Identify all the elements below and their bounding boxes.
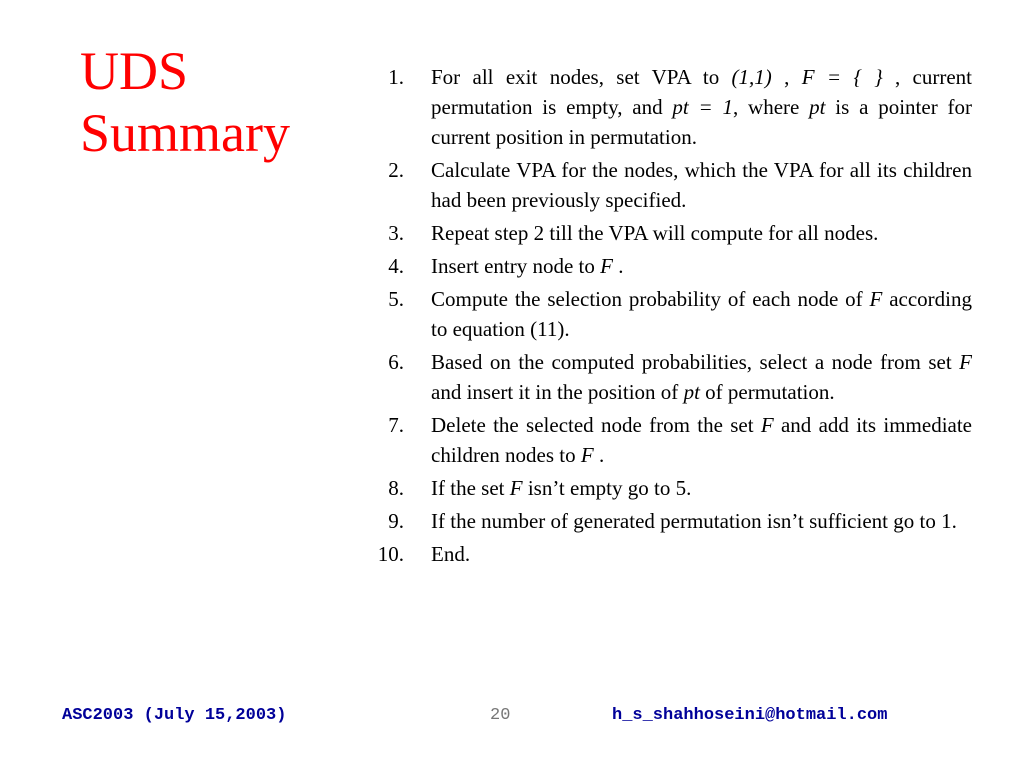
math-symbol: F [509, 476, 523, 500]
step-text-part: is a pointer for current position in permutation. [431, 95, 972, 149]
step-text [431, 506, 972, 536]
step-text-part: If the number of generated permutation isn’t sufficient go to 1. [431, 509, 957, 533]
step-text [431, 62, 972, 152]
step-text-part: Based on the computed probabilities, select a node from set [431, 350, 960, 374]
math-symbol: F [869, 287, 883, 311]
step-text-part: For all exit nodes, set VPA to [431, 65, 732, 89]
step-text-part: Compute the selection probability of each node of [431, 287, 870, 311]
footer-conference: ASC2003 (July 15,2003) [62, 706, 287, 725]
step-text-part: Insert entry node to [431, 254, 601, 278]
math-symbol: pt [809, 95, 826, 119]
step-text-part: , current permutation is empty, and [431, 65, 973, 119]
step-text-part: If the set [431, 476, 510, 500]
slide-title [80, 40, 290, 164]
step-number: 9. [388, 509, 404, 533]
step-item [368, 539, 972, 569]
step-item [368, 410, 972, 470]
math-symbol: pt = 1 [672, 95, 733, 119]
step-item [368, 155, 972, 215]
step-item [368, 218, 972, 248]
step-text-part: Delete the selected node from the set [431, 413, 761, 437]
step-text-part: , where [732, 95, 810, 119]
step-item [368, 251, 972, 281]
title-line-2: Summary [80, 103, 290, 163]
math-symbol: F [959, 350, 972, 374]
math-symbol: F [600, 254, 613, 278]
step-text-part: Calculate VPA for the nodes, which the VPA for all its children had been previously specified. [431, 158, 972, 212]
step-text [431, 539, 972, 569]
step-text [431, 251, 972, 281]
step-number: 8. [388, 476, 404, 500]
step-text-part: , [771, 65, 802, 89]
step-number: 3. [388, 221, 404, 245]
step-text-part: Repeat step 2 till the VPA will compute for all nodes. [431, 221, 879, 245]
step-item [368, 62, 972, 152]
footer-email: h_s_shahhoseini@hotmail.com [612, 706, 888, 725]
step-text [431, 410, 972, 470]
step-text-part: and add its immediate children nodes to [431, 413, 973, 467]
step-text [431, 155, 972, 215]
math-symbol: F = { } [801, 65, 883, 89]
step-text [431, 347, 972, 407]
step-text-part: and insert it in the position of [431, 380, 684, 404]
step-text [431, 284, 972, 344]
page-number: 20 [490, 706, 511, 725]
step-text [431, 218, 972, 248]
title-line-1: UDS [80, 41, 189, 101]
step-number: 1. [388, 65, 404, 89]
step-number: 5. [388, 287, 404, 311]
step-text-part: isn’t empty go to 5. [522, 476, 692, 500]
step-number: 4. [388, 254, 404, 278]
step-text-part: . [612, 254, 624, 278]
step-item [368, 506, 972, 536]
step-number: 7. [388, 413, 404, 437]
math-symbol: F [580, 443, 594, 467]
step-text-part: . [593, 443, 605, 467]
step-text-part: End. [431, 542, 471, 566]
step-text-part: according to equation (11). [431, 287, 973, 341]
step-text-part: of permutation. [699, 380, 835, 404]
math-symbol: (1,1) [731, 65, 772, 89]
math-symbol: pt [683, 380, 700, 404]
step-item [368, 473, 972, 503]
step-item [368, 284, 972, 344]
step-item [368, 347, 972, 407]
step-text [431, 473, 972, 503]
step-number: 6. [388, 350, 404, 374]
footer [0, 706, 1024, 734]
step-number: 10. [377, 542, 404, 566]
step-number: 2. [388, 158, 404, 182]
math-symbol: F [760, 413, 774, 437]
steps-list [368, 62, 972, 572]
